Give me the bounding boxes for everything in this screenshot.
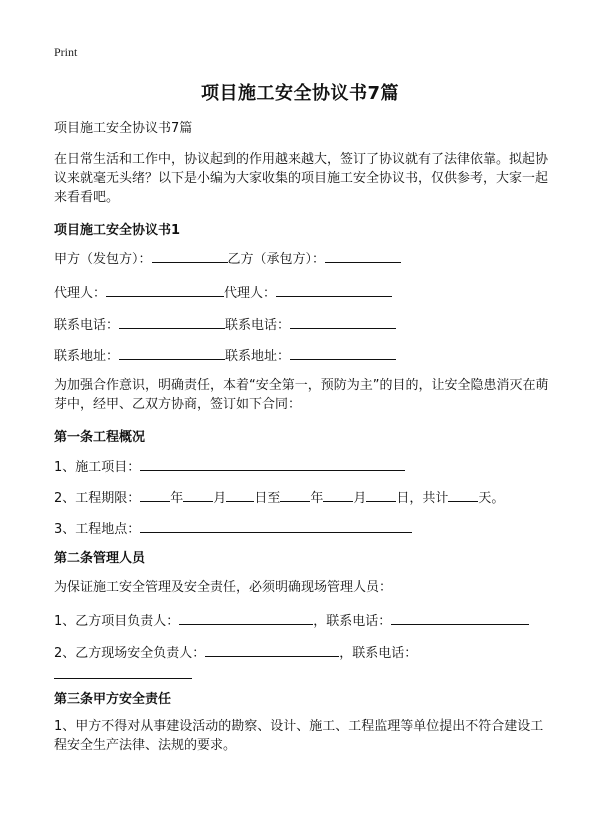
b-manager-label: 1、乙方项目负责人：: [54, 614, 180, 629]
address-label-b: 联系地址：: [225, 349, 291, 364]
b-manager-phone-blank[interactable]: [391, 610, 529, 625]
phone-line: [54, 314, 396, 335]
agent-a-blank[interactable]: [106, 282, 224, 297]
start-year-blank[interactable]: [140, 487, 170, 502]
address-label-a: 联系地址：: [54, 349, 120, 364]
project-name-line: [54, 456, 405, 477]
project-name-blank[interactable]: [140, 456, 405, 471]
month-label-b: 月: [353, 491, 367, 506]
period-label: 2、工程期限：: [54, 491, 141, 506]
location-label: 3、工程地点：: [54, 522, 141, 537]
article-3-item-1: 1、甲方不得对从事建设活动的勘察、设计、施工、工程监理等单位提出不符合建设工程安全生产法律、法规的要求。: [54, 719, 544, 753]
print-link[interactable]: Print: [54, 45, 78, 59]
start-month-blank[interactable]: [183, 487, 213, 502]
page-title: 项目施工安全协议书7篇: [200, 83, 400, 104]
phone-label-b: 联系电话：: [225, 318, 291, 333]
project-name-label: 1、施工项目：: [54, 460, 141, 475]
agent-line: [54, 282, 392, 303]
b-manager-phone-label: ，联系电话：: [313, 614, 392, 629]
address-line: [54, 345, 396, 366]
year-label-a: 年: [170, 491, 184, 506]
b-safety-phone-label: ，联系电话：: [339, 646, 418, 661]
start-day-blank[interactable]: [226, 487, 254, 502]
agent-b-blank[interactable]: [276, 282, 392, 297]
b-safety-phone-line: [54, 664, 192, 685]
purpose-paragraph: 为加强合作意识，明确责任，本着“安全第一，预防为主”的目的，让安全隐患消灭在萌芽中，经甲、乙双方协商，签订如下合同：: [54, 378, 549, 412]
party-a-label: 甲方（发包方）：: [54, 252, 152, 267]
b-manager-blank[interactable]: [179, 610, 313, 625]
b-manager-line: [54, 610, 529, 631]
parties-line: [54, 248, 401, 269]
day-to-label: 日至: [254, 491, 281, 506]
article-3-heading: 第三条甲方安全责任: [54, 692, 172, 707]
party-b-blank[interactable]: [325, 248, 401, 263]
party-a-blank[interactable]: [152, 248, 228, 263]
address-b-blank[interactable]: [290, 345, 396, 360]
article-2-intro: 为保证施工安全管理及安全责任，必须明确现场管理人员：: [54, 580, 393, 595]
doc-subtitle: 项目施工安全协议书7篇: [54, 121, 193, 136]
month-label-a: 月: [213, 491, 227, 506]
article-1-heading: 第一条工程概况: [54, 430, 146, 445]
b-safety-line: [54, 642, 417, 663]
article-2-heading: 第二条管理人员: [54, 551, 146, 566]
b-safety-phone-blank[interactable]: [54, 664, 192, 679]
end-year-blank[interactable]: [280, 487, 310, 502]
location-blank[interactable]: [140, 518, 412, 533]
intro-paragraph: 在日常生活和工作中，协议起到的作用越来越大，签订了协议就有了法律依靠。拟起协议来就毫无头绪？以下是小编为大家收集的项目施工安全协议书，仅供参考，大家一起来看看吧。: [54, 152, 549, 205]
b-safety-label: 2、乙方现场安全负责人：: [54, 646, 206, 661]
end-day-blank[interactable]: [366, 487, 396, 502]
agent-label-a: 代理人：: [54, 286, 107, 301]
year-label-b: 年: [310, 491, 324, 506]
total-days-blank[interactable]: [448, 487, 478, 502]
phone-label-a: 联系电话：: [54, 318, 120, 333]
b-safety-blank[interactable]: [205, 642, 339, 657]
period-line: [54, 487, 504, 508]
location-line: [54, 518, 412, 539]
day-total-label: 日，共计: [396, 491, 449, 506]
phone-a-blank[interactable]: [119, 314, 225, 329]
days-label: 天。: [478, 491, 505, 506]
end-month-blank[interactable]: [323, 487, 353, 502]
party-b-label: 乙方（承包方）：: [227, 252, 326, 267]
agent-label-b: 代理人：: [224, 286, 277, 301]
address-a-blank[interactable]: [119, 345, 225, 360]
section-1-heading: 项目施工安全协议书1: [54, 223, 181, 238]
phone-b-blank[interactable]: [290, 314, 396, 329]
